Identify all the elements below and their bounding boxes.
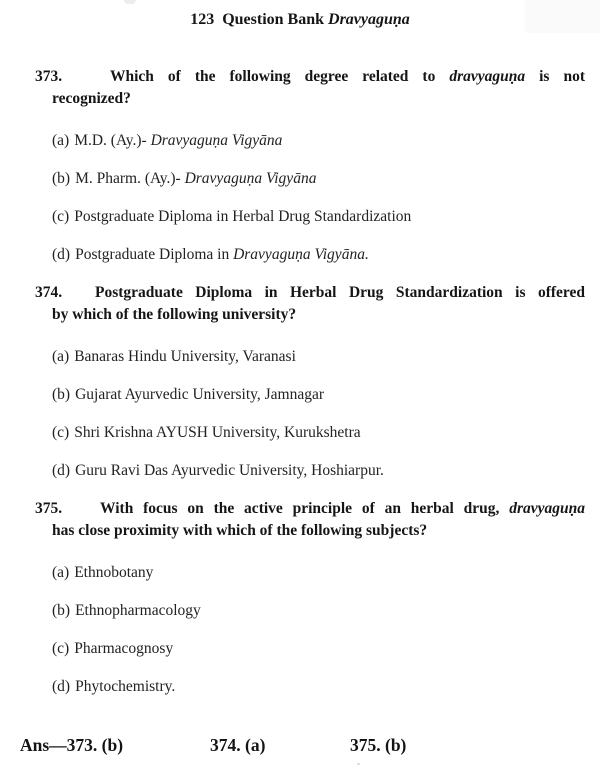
question-number: 373.	[35, 68, 63, 85]
option-row	[52, 206, 585, 227]
options-list	[0, 130, 600, 265]
question-heading-line: has close proximity with which of the following subjects?	[52, 522, 428, 539]
option-row	[52, 562, 585, 583]
option-row	[52, 422, 585, 443]
question-block	[0, 498, 600, 697]
option-row	[52, 384, 585, 405]
options-list	[0, 562, 600, 697]
option-row	[52, 346, 585, 367]
scan-speck-artifact	[357, 763, 360, 765]
option-text: Postgraduate Diploma in Herbal Drug Standardization	[74, 208, 412, 225]
question-block	[0, 282, 600, 481]
option-label: (b)	[52, 386, 71, 403]
answers-row	[0, 733, 600, 757]
option-text: Postgraduate Diploma in Dravyaguṇa Vigyāna.	[75, 246, 369, 263]
option-row	[52, 130, 585, 151]
option-label: (d)	[52, 246, 71, 263]
questions	[0, 66, 600, 697]
option-row	[52, 638, 585, 659]
option-row	[52, 244, 585, 265]
option-text: M. Pharm. (Ay.)- Dravyaguṇa Vigyāna	[75, 170, 317, 187]
question-heading-line: by which of the following university?	[52, 306, 297, 323]
option-label: (a)	[52, 564, 70, 581]
option-label: (a)	[52, 348, 70, 365]
option-label: (d)	[52, 678, 71, 695]
option-row	[52, 460, 585, 481]
option-text: M.D. (Ay.)- Dravyaguṇa Vigyāna	[74, 132, 283, 149]
option-text: Banaras Hindu University, Varanasi	[74, 348, 296, 365]
option-label: (c)	[52, 640, 70, 657]
answer-item: 375. (b)	[350, 735, 407, 755]
question-heading-line: recognized?	[52, 90, 131, 107]
option-row	[52, 676, 585, 697]
question-heading-line: Postgraduate Diploma in Herbal Drug Standardization is offered	[95, 284, 585, 301]
option-text: Ethnobotany	[74, 564, 154, 581]
option-text: Guru Ravi Das Ayurvedic University, Hoshiarpur.	[75, 462, 384, 479]
option-label: (c)	[52, 208, 70, 225]
option-row	[52, 168, 585, 189]
option-label: (a)	[52, 132, 70, 149]
answer-item: 374. (a)	[210, 735, 266, 755]
page-header-title: 123 Question Bank Dravyaguṇa	[190, 11, 410, 28]
option-label: (c)	[52, 424, 70, 441]
answer-item: Ans—373. (b)	[20, 735, 124, 755]
question-heading-line: Which of the following degree related to dravyaguṇa is not	[110, 68, 585, 85]
option-row	[52, 600, 585, 621]
question-number: 375.	[35, 500, 63, 517]
option-text: Ethnopharmacology	[75, 602, 201, 619]
option-label: (b)	[52, 602, 71, 619]
option-label: (d)	[52, 462, 71, 479]
question-block	[0, 66, 600, 265]
option-text: Gujarat Ayurvedic University, Jamnagar	[75, 386, 325, 403]
option-text: Phytochemistry.	[75, 678, 176, 695]
question-heading	[0, 66, 600, 110]
question-number: 374.	[35, 284, 63, 301]
option-text: Shri Krishna AYUSH University, Kurukshetra	[74, 424, 361, 441]
question-heading-line: With focus on the active principle of an herbal drug, dravyaguṇa	[100, 500, 585, 517]
question-heading	[0, 498, 600, 542]
question-heading	[0, 282, 600, 326]
option-label: (b)	[52, 170, 71, 187]
option-text: Pharmacognosy	[74, 640, 174, 657]
options-list	[0, 346, 600, 481]
